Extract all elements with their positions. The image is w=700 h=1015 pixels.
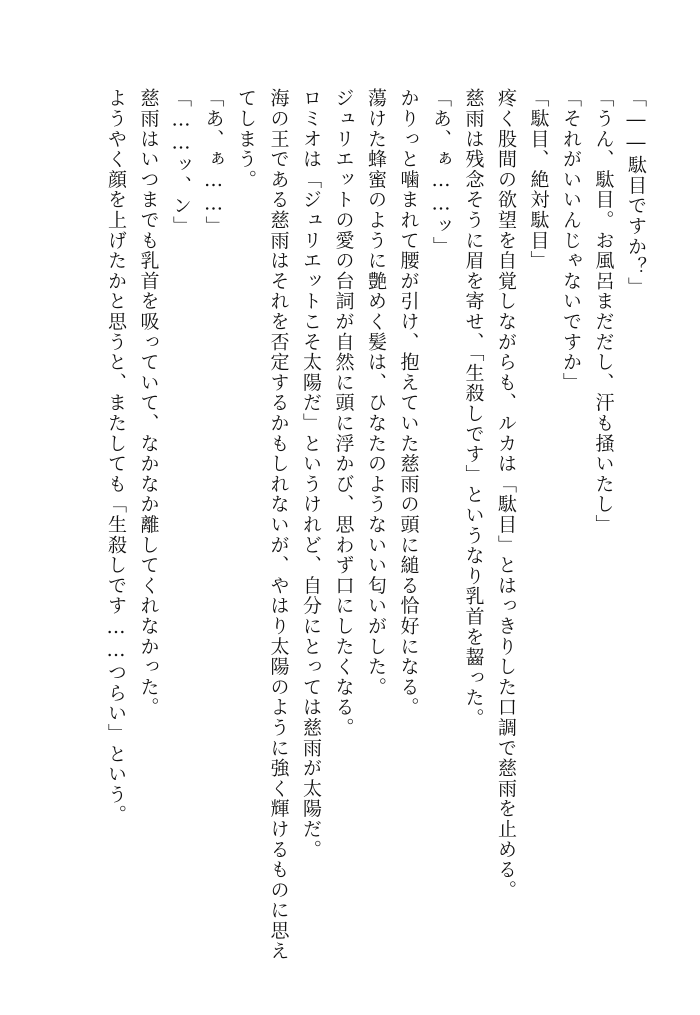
text-line-4: 「駄目、絶対駄目」 xyxy=(527,88,550,271)
text-line-3: 「それがいいんじゃないですか」 xyxy=(560,88,582,393)
text-line-7: 「あ、ぁ……ッ」 xyxy=(430,88,452,257)
text-line-14: 「……ッ、ン」 xyxy=(170,88,192,237)
text-line-13: 「あ、ぁ……」 xyxy=(202,88,225,237)
text-line-5: 疼く股間の欲望を自覚しながらも、ルカは「駄目」とはっきりした口調で慈雨を止める。 xyxy=(495,88,517,900)
vertical-text-body xyxy=(100,88,653,968)
text-line-2: 「うん、駄目。お風呂まだだし、汗も掻いたし」 xyxy=(592,88,615,535)
text-line-9: 蕩けた蜂蜜のように艶めく髪は、ひなたのようないい匂いがした。 xyxy=(365,88,387,697)
text-line-16: ようやく顔を上げたかと思うと、またしても「生殺しです……つらい」という。 xyxy=(105,88,127,825)
text-line-15: 慈雨はいつまでも乳首を吸っていて、なかなか離してくれなかった。 xyxy=(137,88,160,718)
text-line-1: 「――駄目ですか？」 xyxy=(625,88,647,297)
text-line-6: 慈雨は残念そうに眉を寄せ、「生殺しです」というなり乳首を齧った。 xyxy=(462,88,485,729)
text-line-8: かりっと噛まれて腰が引け、抱えていた慈雨の頭に縋る恰好になる。 xyxy=(397,88,420,718)
text-line-12: 海の王である慈雨はそれを否定するかもしれないが、やはり太陽のように強く輝けるものに思えてしまう。 xyxy=(235,88,290,961)
text-line-11: ロミオは「ジュリエットこそ太陽だ」というけれど、自分にとっては慈雨が太陽だ。 xyxy=(300,88,322,860)
text-line-10: ジュリエットの愛の台詞が自然に頭に浮かび、思わず口にしたくなる。 xyxy=(332,88,355,738)
